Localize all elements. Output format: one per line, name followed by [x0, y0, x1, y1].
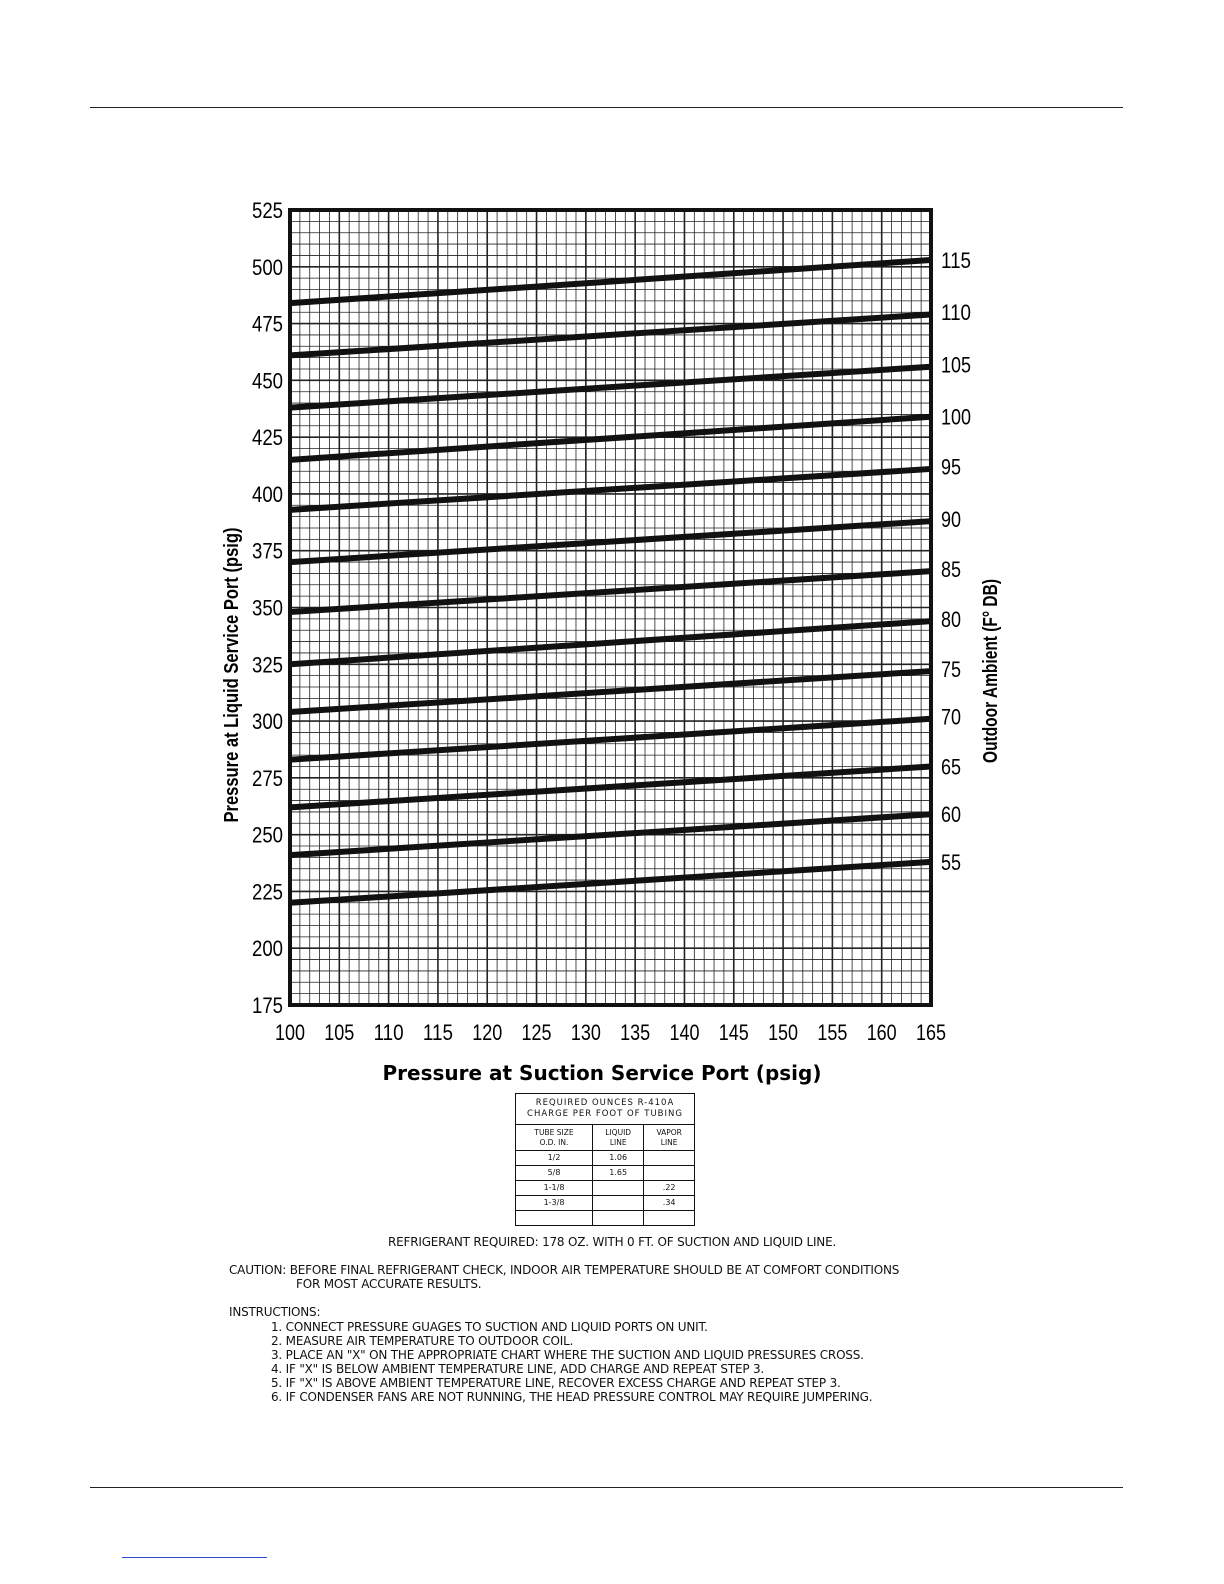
y-tick-label: 200: [252, 936, 283, 962]
ambient-label-80: 80: [941, 606, 961, 632]
list-item: 6. IF CONDENSER FANS ARE NOT RUNNING, THE HEAD PRESSURE CONTROL MAY REQUIRE JUMPERING.: [271, 1390, 873, 1404]
charge-table-title-line1: REQUIRED OUNCES R-410A: [535, 1098, 675, 1108]
ambient-line-80: [290, 621, 931, 664]
table-row: [516, 1196, 695, 1211]
charge-table-title: [516, 1094, 695, 1125]
y-tick-label: 500: [252, 254, 283, 280]
list-item: 4. IF "X" IS BELOW AMBIENT TEMPERATURE LINE, ADD CHARGE AND REPEAT STEP 3.: [271, 1362, 765, 1376]
ambient-line-75: [290, 671, 931, 712]
y-tick-label: 350: [252, 595, 283, 621]
x-tick-label: 150: [768, 1020, 799, 1045]
cell-vapor: [644, 1211, 695, 1226]
instructions-heading: INSTRUCTIONS:: [229, 1305, 321, 1319]
cell-vapor: [644, 1151, 695, 1166]
col-header-tube-size-line1: TUBE SIZE: [534, 1127, 574, 1137]
col-header-vapor: [644, 1125, 695, 1151]
list-item: 1. CONNECT PRESSURE GUAGES TO SUCTION AND LIQUID PORTS ON UNIT.: [271, 1320, 708, 1334]
cell-liquid: [593, 1196, 644, 1211]
y-tick-label: 300: [252, 709, 283, 735]
col-header-liquid: [593, 1125, 644, 1151]
ambient-line-85: [290, 571, 931, 612]
ambient-labels: [941, 248, 971, 875]
y-tick-labels: [252, 198, 283, 1018]
x-tick-label: 145: [718, 1020, 749, 1045]
ambient-label-55: 55: [941, 849, 961, 875]
x-tick-label: 160: [866, 1020, 897, 1045]
cell-size: 1/2: [516, 1151, 593, 1166]
table-row: [516, 1151, 695, 1166]
col-header-tube-size-line2: O.D. IN.: [539, 1137, 569, 1147]
ambient-line-90: [290, 521, 931, 562]
y-tick-label: 450: [252, 368, 283, 394]
y-tick-label: 175: [252, 993, 283, 1018]
ambient-line-100: [290, 417, 931, 460]
y-tick-label: 225: [252, 879, 283, 905]
ambient-line-55: [290, 862, 931, 903]
col-header-liquid-line2: LINE: [609, 1137, 627, 1147]
list-item: 2. MEASURE AIR TEMPERATURE TO OUTDOOR COIL.: [271, 1334, 574, 1348]
ambient-label-110: 110: [941, 300, 971, 326]
cell-vapor: .34: [644, 1196, 695, 1211]
charge-table-wrap: [515, 1093, 695, 1226]
cell-size: 1-3/8: [516, 1196, 593, 1211]
table-row: [516, 1166, 695, 1181]
y-tick-label: 475: [252, 311, 283, 337]
y-tick-label: 525: [252, 198, 283, 223]
y-tick-label: 425: [252, 425, 283, 451]
ambient-lines: [290, 260, 931, 903]
list-item: 5. IF "X" IS ABOVE AMBIENT TEMPERATURE LINE, RECOVER EXCESS CHARGE AND REPEAT STEP 3.: [271, 1376, 841, 1390]
x-tick-label: 115: [422, 1020, 453, 1045]
y-tick-label: 400: [252, 481, 283, 507]
cell-liquid: [593, 1211, 644, 1226]
ambient-label-85: 85: [941, 556, 961, 582]
x-tick-label: 130: [570, 1020, 601, 1045]
x-tick-labels: [275, 1020, 946, 1045]
footer-link-underline[interactable]: [122, 1557, 267, 1558]
ambient-label-70: 70: [941, 704, 961, 730]
x-tick-label: 100: [275, 1020, 305, 1045]
table-row: [516, 1211, 695, 1226]
y-tick-label: 275: [252, 765, 283, 791]
cell-size: [516, 1211, 593, 1226]
ambient-line-105: [290, 367, 931, 408]
ambient-line-70: [290, 719, 931, 760]
cell-size: 1-1/8: [516, 1181, 593, 1196]
ambient-label-75: 75: [941, 656, 961, 682]
x-tick-label: 110: [373, 1020, 404, 1045]
ambient-line-65: [290, 767, 931, 808]
ambient-label-65: 65: [941, 754, 961, 780]
y-axis-title: Pressure at Liquid Service Port (psig): [221, 465, 243, 823]
ambient-label-100: 100: [941, 404, 971, 430]
ambient-label-115: 115: [941, 247, 971, 273]
col-header-vapor-line1: VAPOR: [656, 1127, 682, 1137]
y-tick-label: 325: [252, 652, 283, 678]
list-item: 3. PLACE AN "X" ON THE APPROPRIATE CHART WHERE THE SUCTION AND LIQUID PRESSURES CROSS.: [271, 1348, 864, 1362]
x-tick-label: 120: [472, 1020, 503, 1045]
caution-line2: FOR MOST ACCURATE RESULTS.: [296, 1277, 482, 1291]
refrigerant-required-note: REFRIGERANT REQUIRED: 178 OZ. WITH 0 FT. OF SUCTION AND LIQUID LINE.: [388, 1235, 837, 1249]
x-tick-label: 125: [521, 1020, 552, 1045]
footer-rule: [90, 1487, 1123, 1488]
x-axis-title: Pressure at Suction Service Port (psig): [382, 1061, 822, 1085]
right-axis-title: Outdoor Ambient (F° DB): [980, 525, 1002, 763]
cell-vapor: [644, 1166, 695, 1181]
x-tick-label: 165: [916, 1020, 946, 1045]
cell-liquid: 1.06: [593, 1151, 644, 1166]
ambient-label-60: 60: [941, 802, 961, 828]
instructions-list: [271, 1320, 872, 1404]
charge-table: [515, 1093, 695, 1226]
ambient-label-105: 105: [941, 352, 971, 378]
cell-vapor: .22: [644, 1181, 695, 1196]
col-header-liquid-line1: LIQUID: [605, 1127, 632, 1137]
ambient-label-95: 95: [941, 454, 961, 480]
cell-size: 5/8: [516, 1166, 593, 1181]
col-header-vapor-line2: LINE: [660, 1137, 678, 1147]
y-tick-label: 375: [252, 538, 283, 564]
x-tick-label: 135: [620, 1020, 651, 1045]
charge-table-title-line2: CHARGE PER FOOT OF TUBING: [527, 1109, 683, 1119]
ambient-line-95: [290, 469, 931, 510]
x-tick-label: 140: [669, 1020, 700, 1045]
cell-liquid: 1.65: [593, 1166, 644, 1181]
y-tick-label: 250: [252, 822, 283, 848]
caution-line1: CAUTION: BEFORE FINAL REFRIGERANT CHECK, INDOOR AIR TEMPERATURE SHOULD BE AT COMFORT CONDITIONS: [229, 1263, 900, 1277]
table-row: [516, 1181, 695, 1196]
cell-liquid: [593, 1181, 644, 1196]
col-header-tube-size: [516, 1125, 593, 1151]
x-tick-label: 105: [324, 1020, 355, 1045]
ambient-label-90: 90: [941, 506, 961, 532]
x-tick-label: 155: [817, 1020, 848, 1045]
